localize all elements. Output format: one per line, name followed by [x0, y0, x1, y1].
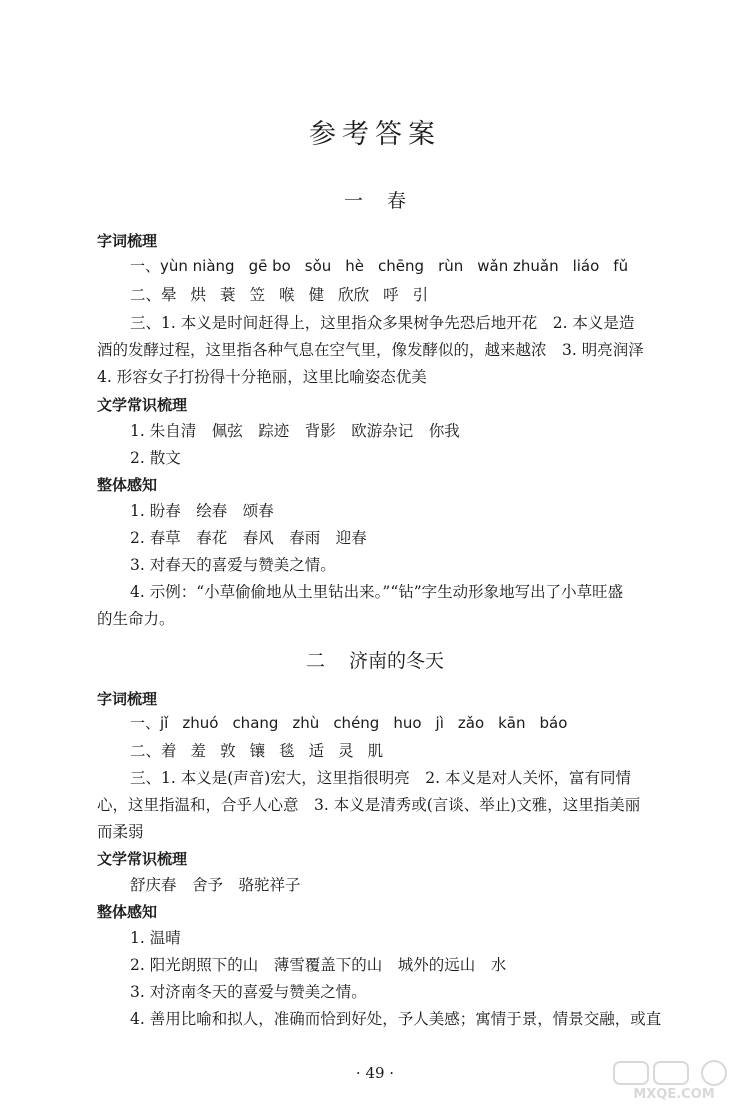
perception-answer-line: 4. 善用比喻和拟人，准确而恰到好处，予人美感；寓情于景，情景交融，或直: [130, 1010, 662, 1028]
pinyin-item: gē bo: [248, 257, 291, 275]
item-label: 一、: [130, 714, 161, 732]
literature-answer-line: 2. 散文: [130, 449, 181, 467]
pinyin-item: zhuó: [182, 714, 219, 732]
pinyin-item: huo: [393, 714, 422, 732]
pinyin-item: zhù: [292, 714, 320, 732]
char-item: 欣欣: [338, 286, 370, 304]
pinyin-item: jǐ: [160, 714, 169, 732]
char-item: 着: [161, 742, 177, 760]
item-label: 二、: [130, 742, 162, 760]
char-item: 喉: [279, 286, 295, 304]
chapter-1-title: [0, 186, 750, 213]
char-item: 健: [308, 286, 325, 304]
pinyin-item: sǒu: [304, 257, 332, 275]
section-heading-words: 字词梳理: [97, 690, 158, 708]
pinyin-item: liáo: [572, 257, 600, 275]
meaning-answer-line: 心，这里指温和，合乎人心意 3. 本义是清秀或(言谈、举止)文雅，这里指美丽: [97, 796, 641, 814]
pinyin-item: jì: [435, 714, 444, 732]
pinyin-item: hè: [345, 257, 365, 275]
char-item: 毯: [279, 742, 295, 760]
char-item: 灵: [338, 742, 354, 760]
char-answer-line: [130, 283, 428, 305]
char-item: 笠: [249, 286, 266, 304]
perception-answer-line: 的生命力。: [97, 610, 175, 628]
pinyin-item: chang: [232, 714, 279, 732]
char-item: 敦: [220, 742, 236, 760]
perception-answer-line: 3. 对济南冬天的喜爱与赞美之情。: [130, 983, 367, 1001]
char-item: 引: [412, 286, 429, 304]
chapter-name: 济南的冬天: [349, 650, 445, 672]
pinyin-item: rùn: [438, 257, 464, 275]
pinyin-item: chēng: [378, 257, 425, 275]
chapter-name: 春: [387, 190, 407, 212]
meaning-answer-line: 三、1. 本义是(声音)宏大，这里指很明亮 2. 本义是对人关怀，富有同情: [130, 769, 632, 787]
perception-answer-line: 2. 阳光朗照下的山 薄雪覆盖下的山 城外的远山 水: [130, 956, 507, 974]
char-answer-line: [130, 739, 383, 761]
chapter-number: 一: [343, 190, 363, 212]
section-heading-perception: 整体感知: [97, 903, 158, 921]
char-item: 适: [308, 742, 325, 760]
svg-text:MXQE.COM: MXQE.COM: [633, 1087, 715, 1102]
char-item: 呼: [383, 286, 399, 304]
char-item: 镶: [249, 742, 266, 760]
chapter-number: 二: [305, 650, 325, 672]
section-heading-literature: 文学常识梳理: [97, 850, 188, 868]
meaning-answer-line: 而柔弱: [97, 823, 144, 841]
meaning-answer-line: 三、1. 本义是时间赶得上，这里指众多果树争先恐后地开花 2. 本义是造: [130, 314, 635, 332]
pinyin-item: báo: [539, 714, 568, 732]
item-label: 一、: [130, 257, 161, 275]
perception-answer-line: 1. 温晴: [130, 929, 181, 947]
char-item: 晕: [161, 286, 177, 304]
perception-answer-line: 1. 盼春 绘春 颂春: [130, 502, 274, 520]
pinyin-item: kān: [498, 714, 526, 732]
perception-answer-line: 2. 春草 春花 春风 春雨 迎春: [130, 529, 367, 547]
pinyin-item: fǔ: [613, 257, 629, 275]
pinyin-answer-line: [130, 712, 567, 733]
char-item: 蓑: [220, 286, 236, 304]
pinyin-item: yùn niàng: [160, 257, 235, 275]
page-title: 参考答案: [309, 119, 441, 150]
section-heading-perception: 整体感知: [97, 476, 158, 494]
pinyin-item: chéng: [333, 714, 380, 732]
char-item: 羞: [190, 742, 207, 760]
char-item: 烘: [190, 286, 207, 304]
watermark-logo: [610, 1058, 738, 1102]
perception-answer-line: 4. 示例：“小草偷偷地从土里钻出来。”“钻”字生动形象地写出了小草旺盛: [130, 583, 624, 601]
page-number: · 49 ·: [355, 1064, 395, 1082]
item-label: 二、: [130, 286, 162, 304]
literature-answer-line: 1. 朱自清 佩弦 踪迹 背影 欧游杂记 你我: [130, 422, 460, 440]
perception-answer-line: 3. 对春天的喜爱与赞美之情。: [130, 556, 336, 574]
pinyin-item: wǎn zhuǎn: [477, 257, 559, 275]
meaning-answer-line: 4. 形容女子打扮得十分艳丽，这里比喻姿态优美: [97, 368, 427, 386]
char-item: 肌: [367, 742, 384, 760]
meaning-answer-line: 酒的发酵过程，这里指各种气息在空气里，像发酵似的，越来越浓 3. 明亮润泽: [97, 341, 644, 359]
chapter-2-title: [0, 646, 750, 673]
section-heading-words: 字词梳理: [97, 232, 158, 250]
literature-answer-line: 舒庆春 舍予 骆驼祥子: [130, 876, 301, 894]
section-heading-literature: 文学常识梳理: [97, 396, 188, 414]
pinyin-answer-line: [130, 255, 628, 276]
pinyin-item: zǎo: [457, 714, 485, 732]
